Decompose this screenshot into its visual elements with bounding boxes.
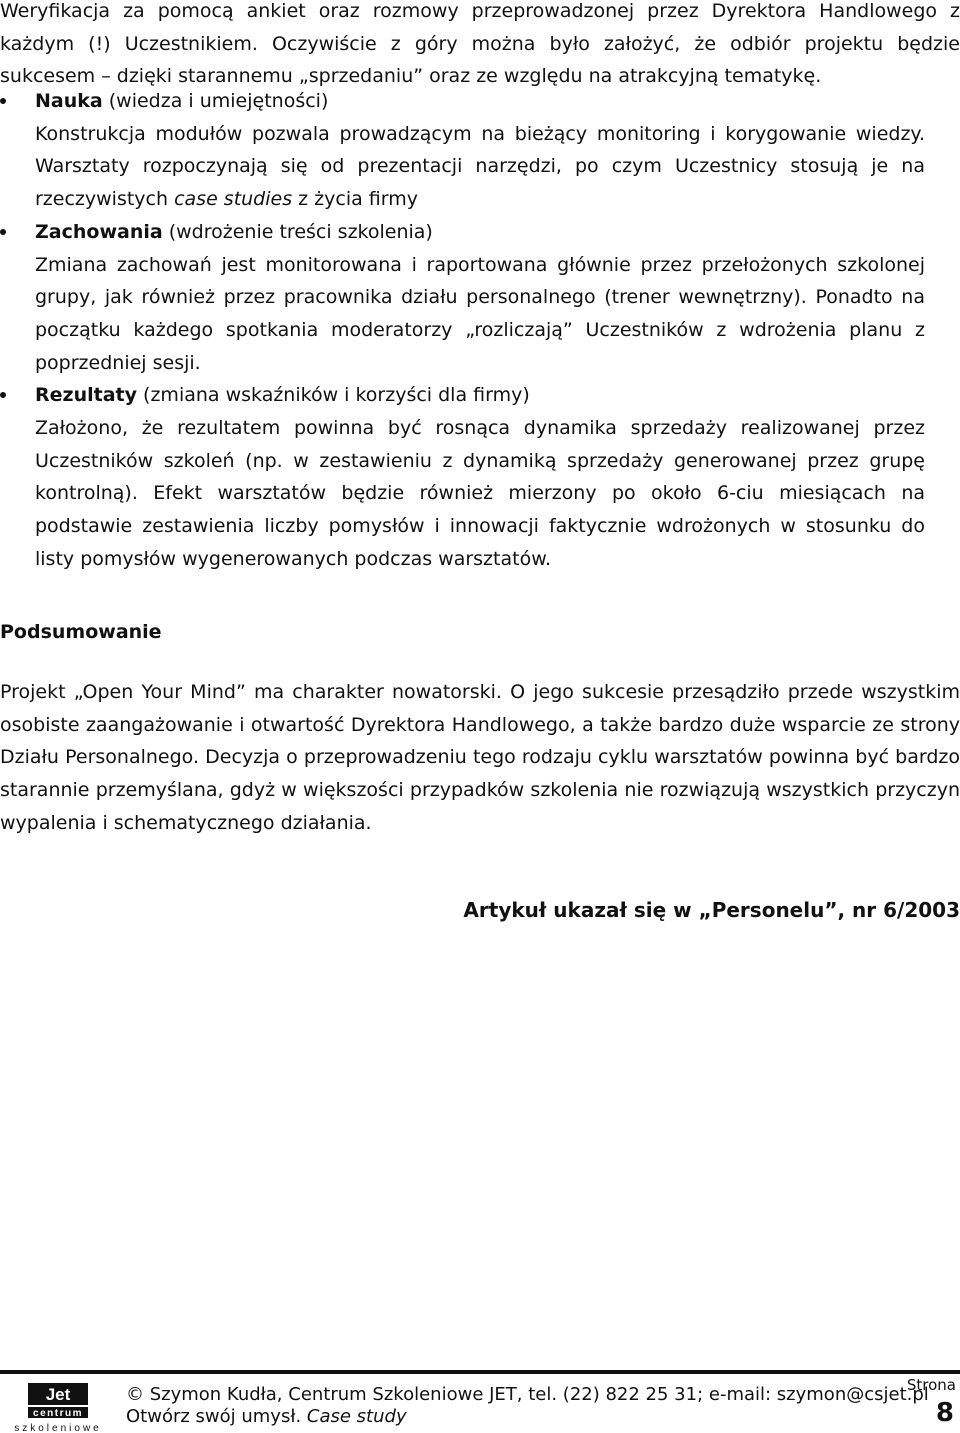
evaluation-list [0, 85, 960, 576]
footer-tagline [126, 1406, 407, 1428]
tagline-text: Otwórz swój umysł. [126, 1406, 307, 1427]
intro-paragraph: Weryfikacja za pomocą ankiet oraz rozmowy przeprowadzonej przez Dyrektora Handlowego z każdym (!) Uczestnikiem. Oczywiście z góry można było założyć, że odbiór projektu będzie sukcesem – dzięki starannemu „sprzedaniu” oraz ze względu na atrakcyjną tematykę. [0, 0, 960, 88]
section-heading: Podsumowanie [0, 621, 162, 643]
bullet-icon [0, 229, 6, 235]
bullet-icon [0, 98, 6, 104]
page-number: 8 [935, 1398, 954, 1428]
list-item-subtitle: (zmiana wskaźników i korzyści dla firmy) [143, 384, 530, 407]
list-item-body: Zmiana zachowań jest monitorowana i raportowana głównie przez przełożonych szkolonej grupy, jak również przez pracownika działu personalnego (trener wewnętrzny). Ponadto na początku każdego spotkania moderatorzy „rozliczają” Uczestników z wdrożenia planu z poprzedniej sesji. [35, 253, 925, 374]
jet-logo-icon [6, 1381, 110, 1433]
body-italic-text: case studies [174, 188, 293, 211]
list-item-zachowania [0, 216, 960, 380]
page-label: Strona [906, 1376, 956, 1394]
body-text: Konstrukcja modułów pozwala prowadzącym na bieżący monitoring i korygowanie wiedzy. Warsztaty rozpoczynają się od prezentacji narzędzi, po czym Uczestnicy stosują je na rzeczywistych [35, 122, 925, 211]
list-item-heading [0, 85, 960, 118]
footer-copyright: © Szymon Kudła, Centrum Szkoleniowe JET, tel. (22) 822 25 31; e-mail: szymon@csjet.pl [126, 1384, 929, 1405]
list-item-heading [0, 379, 960, 412]
list-item-rezultaty [0, 379, 960, 575]
list-item-title: Zachowania [35, 220, 163, 243]
summary-paragraph: Projekt „Open Your Mind” ma charakter nowatorski. O jego sukcesie przesądziło przede wszystkim osobiste zaangażowanie i otwartość Dyrektora Handlowego, a także bardzo duże wsparcie ze strony Działu Personalnego. Decyzja o przeprowadzeniu tego rodzaju cyklu warsztatów powinna być bardzo starannie przemyślana, gdyż w większości przypadków szkolenia nie rozwiązują wszystkich przyczyn wypalenia i schematycznego działania. [0, 681, 960, 834]
list-item-nauka [0, 85, 960, 216]
logo-word-centrum: centrum [33, 1408, 83, 1419]
list-item-body [0, 118, 925, 216]
article-source-note: Artykuł ukazał się w „Personelu”, nr 6/2003 [463, 898, 960, 922]
list-item-title: Nauka [35, 90, 103, 112]
list-item-subtitle: (wiedza i umiejętności) [108, 90, 329, 112]
footer-divider [0, 1370, 960, 1374]
list-item-body: Założono, że rezultatem powinna być rosnąca dynamika sprzedaży realizowanej przez Uczestników szkoleń (np. w zestawieniu z dynamiką sprzedaży generowanej przez grupę kontrolną). Efekt warsztatów będzie również mierzony po około 6-ciu miesiącach na podstawie zestawienia liczby pomysłów i innowacji faktycznie wdrożonych w stosunku do listy pomysłów wygenerowanych podczas warsztatów. [35, 417, 925, 570]
list-item-heading [0, 216, 960, 249]
list-item-title: Rezultaty [35, 384, 137, 407]
tagline-italic-text: Case study [306, 1406, 407, 1427]
list-item-subtitle: (wdrożenie treści szkolenia) [168, 220, 433, 243]
body-text: z życia firmy [292, 188, 418, 211]
logo-word-jet: Jet [45, 1385, 71, 1404]
logo-word-szkoleniowe: szkoleniowe [14, 1423, 102, 1433]
